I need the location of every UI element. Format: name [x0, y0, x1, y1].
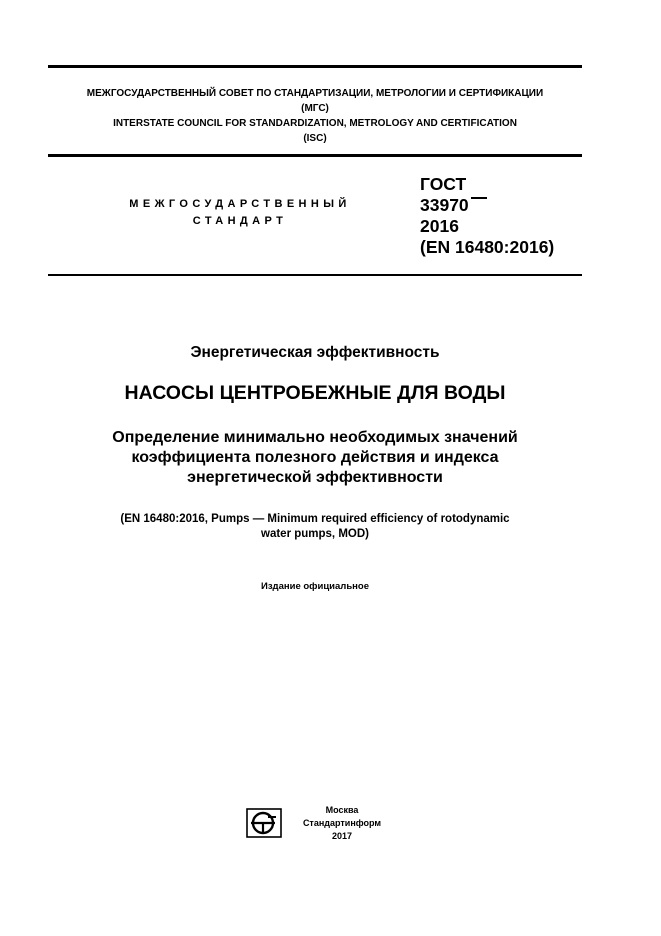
standard-type: [90, 196, 390, 230]
subtitle-line: Определение минимально необходимых значений: [112, 429, 518, 446]
council-header: [48, 86, 582, 146]
middle-rule: [48, 154, 582, 157]
subtitle-line: коэффициента полезного действия и индекса: [131, 449, 499, 466]
designation-prefix: ГОСТ: [420, 174, 467, 194]
standartinform-logo-icon: [246, 808, 282, 838]
en-reference: [48, 512, 582, 542]
main-title: НАСОСЫ ЦЕНТРОБЕЖНЫЕ ДЛЯ ВОДЫ: [124, 382, 506, 404]
publisher-info: [292, 804, 392, 843]
council-abbr-en: (ISC): [303, 133, 327, 144]
publisher-year: 2017: [331, 831, 353, 841]
designation-number: 33970: [420, 195, 469, 215]
publisher-name: Стандартинформ: [302, 818, 382, 828]
standard-type-line2: СТАНДАРТ: [192, 215, 288, 227]
standard-type-line1: МЕЖГОСУДАРСТВЕННЫЙ: [129, 198, 351, 210]
council-name-ru: МЕЖГОСУДАРСТВЕННЫЙ СОВЕТ ПО СТАНДАРТИЗАЦИИ, МЕТРОЛОГИИ И СЕРТИФИКАЦИИ: [86, 88, 544, 99]
designation-dash: [471, 197, 487, 199]
edition-note: Издание официальное: [261, 581, 369, 592]
council-abbr-ru: (МГС): [301, 103, 329, 114]
designation-reference: (EN 16480:2016): [420, 237, 555, 257]
designation-year: 2016: [420, 216, 459, 236]
top-rule: [48, 65, 582, 68]
council-name-en: INTERSTATE COUNCIL FOR STANDARDIZATION, METROLOGY AND CERTIFICATION: [113, 118, 517, 129]
subtitle-line: энергетической эффективности: [187, 469, 443, 486]
standard-designation: [420, 174, 554, 258]
en-reference-line: water pumps, MOD): [261, 528, 369, 540]
publisher-city: Москва: [325, 805, 359, 815]
title-subject: Энергетическая эффективность: [190, 344, 440, 361]
en-reference-line: (EN 16480:2016, Pumps — Minimum required efficiency of rotodynamic: [120, 513, 510, 525]
bottom-rule: [48, 274, 582, 276]
subtitle: [48, 428, 582, 488]
